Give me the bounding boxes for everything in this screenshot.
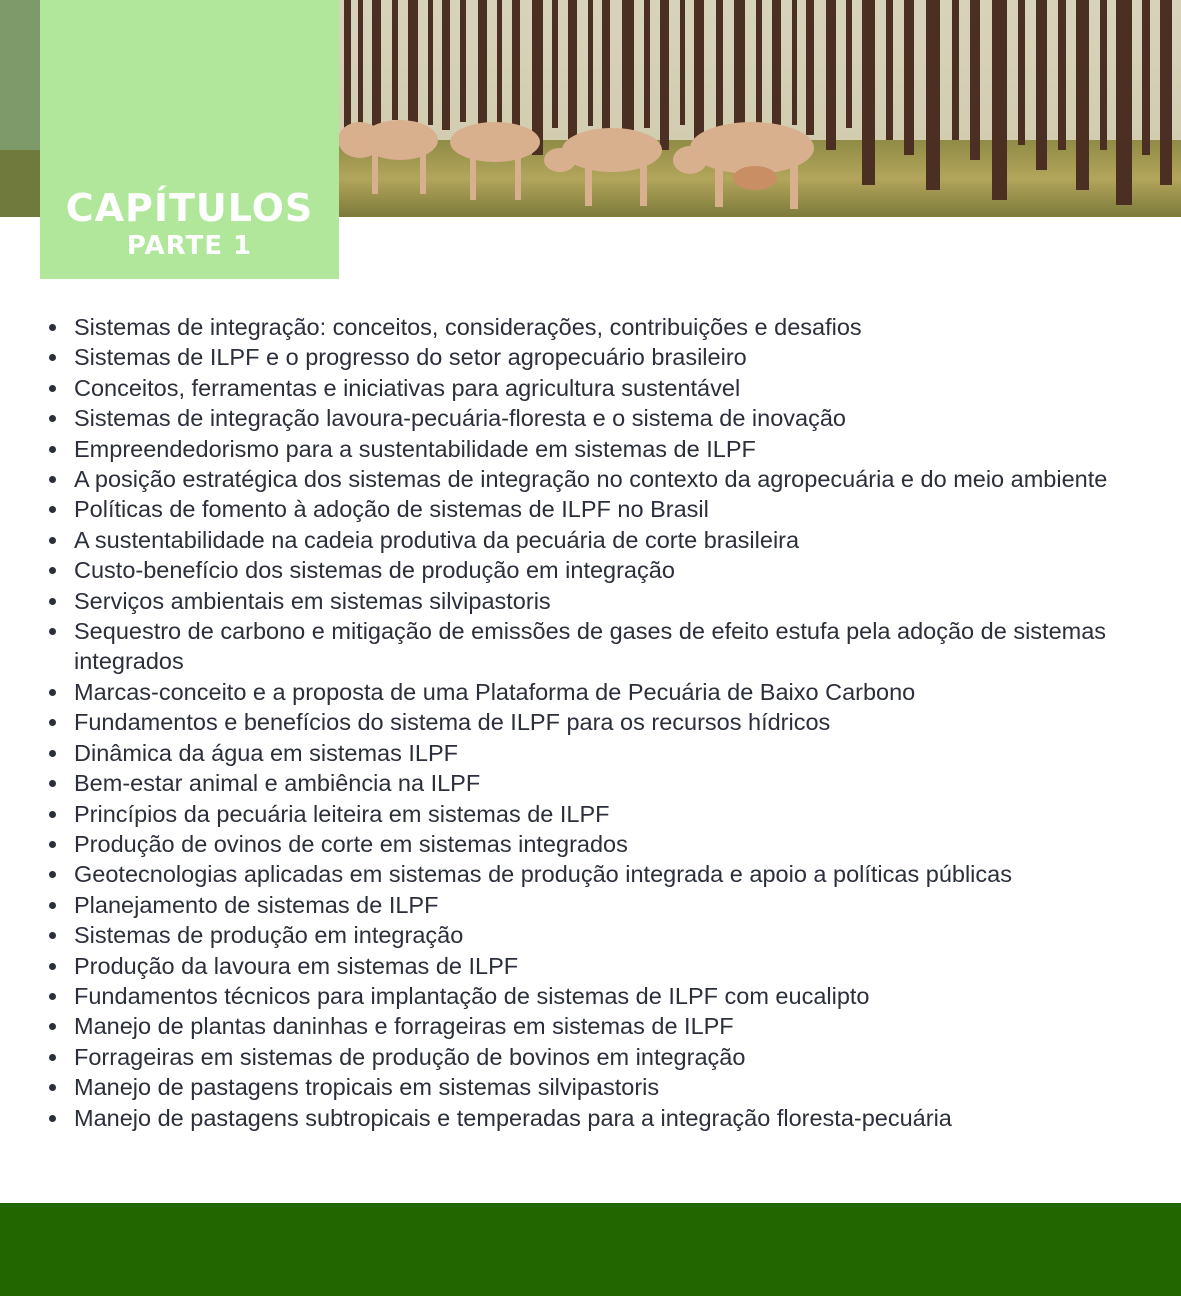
list-item: [40, 768, 1150, 798]
list-item: [40, 616, 1150, 677]
chapter-title: Forrageiras em sistemas de produção de bovinos em integração: [74, 1043, 746, 1070]
bullet-icon: [49, 811, 56, 818]
chapter-title: Sistemas de integração lavoura-pecuária-floresta e o sistema de inovação: [74, 405, 847, 432]
bullet-icon: [49, 1115, 56, 1122]
bullet-icon: [49, 476, 56, 483]
bullet-icon: [49, 841, 56, 848]
chapter-title: Manejo de pastagens tropicais em sistemas silvipastoris: [74, 1074, 660, 1101]
chapter-title: Fundamentos técnicos para implantação de sistemas de ILPF com eucalipto: [74, 982, 870, 1009]
bullet-icon: [49, 324, 56, 331]
list-item: [40, 434, 1150, 464]
chapter-title: Empreendedorismo para a sustentabilidade em sistemas de ILPF: [74, 435, 756, 462]
bullet-icon: [49, 780, 56, 787]
list-item: [40, 738, 1150, 768]
chapter-title: Produção de ovinos de corte em sistemas integrados: [74, 830, 628, 857]
list-item: [40, 1103, 1150, 1133]
bullet-icon: [49, 902, 56, 909]
chapter-title: Custo-benefício dos sistemas de produção em integração: [74, 557, 675, 584]
bullet-icon: [49, 871, 56, 878]
chapter-title: Produção da lavoura em sistemas de ILPF: [74, 952, 519, 979]
chapter-title: Princípios da pecuária leiteira em sistemas de ILPF: [74, 800, 610, 827]
list-item: [40, 373, 1150, 403]
bullet-icon: [49, 932, 56, 939]
list-item: [40, 1011, 1150, 1041]
bullet-icon: [49, 537, 56, 544]
chapter-title: Sistemas de integração: conceitos, considerações, contribuições e desafios: [74, 314, 862, 340]
list-item: [40, 677, 1150, 707]
chapter-title: Planejamento de sistemas de ILPF: [74, 891, 439, 918]
chapter-list: [40, 312, 1150, 1133]
list-item: [40, 464, 1150, 494]
bullet-icon: [49, 689, 56, 696]
bullet-icon: [49, 354, 56, 361]
chapter-title: Geotecnologias aplicadas em sistemas de produção integrada e apoio a políticas públicas: [74, 861, 1012, 888]
bullet-icon: [49, 1054, 56, 1061]
list-item: [40, 312, 1150, 342]
bullet-icon: [49, 1084, 56, 1091]
chapter-title: Políticas de fomento à adoção de sistemas de ILPF no Brasil: [74, 496, 709, 523]
chapter-title: Manejo de plantas daninhas e forrageiras em sistemas de ILPF: [74, 1013, 734, 1040]
list-item: [40, 342, 1150, 372]
list-item: [40, 799, 1150, 829]
list-item: [40, 586, 1150, 616]
bullet-icon: [49, 628, 56, 635]
footer-bar: [0, 1203, 1181, 1296]
bullet-icon: [49, 415, 56, 422]
bullet-icon: [49, 506, 56, 513]
chapter-title: Sequestro de carbono e mitigação de emissões de gases de efeito estufa pela adoção de sistemas integrados: [74, 618, 1107, 675]
list-item: [40, 403, 1150, 433]
chapter-title: Dinâmica da água em sistemas ILPF: [74, 739, 458, 766]
page-subtitle: PARTE 1: [126, 231, 253, 261]
list-item: [40, 859, 1150, 889]
chapter-title: A posição estratégica dos sistemas de integração no contexto da agropecuária e do meio ambiente: [74, 466, 1108, 493]
list-item: [40, 707, 1150, 737]
chapter-title: Marcas-conceito e a proposta de uma Plataforma de Pecuária de Baixo Carbono: [74, 678, 916, 705]
bullet-icon: [49, 567, 56, 574]
list-item: [40, 890, 1150, 920]
chapters-title-box: [40, 0, 339, 279]
chapter-title: A sustentabilidade na cadeia produtiva da pecuária de corte brasileira: [74, 526, 800, 553]
list-item: [40, 951, 1150, 981]
chapter-title: Manejo de pastagens subtropicais e temperadas para a integração floresta-pecuária: [74, 1104, 952, 1131]
page-title: CAPÍTULOS: [65, 186, 314, 230]
list-item: [40, 1072, 1150, 1102]
bullet-icon: [49, 1023, 56, 1030]
list-item: [40, 829, 1150, 859]
bullet-icon: [49, 385, 56, 392]
chapter-title: Bem-estar animal e ambiência na ILPF: [74, 770, 481, 797]
chapter-title: Sistemas de ILPF e o progresso do setor agropecuário brasileiro: [74, 344, 747, 371]
chapter-title: Serviços ambientais em sistemas silvipastoris: [74, 587, 551, 614]
list-item: [40, 555, 1150, 585]
list-item: [40, 494, 1150, 524]
list-item: [40, 525, 1150, 555]
list-item: [40, 981, 1150, 1011]
bullet-icon: [49, 993, 56, 1000]
chapter-title: Fundamentos e benefícios do sistema de ILPF para os recursos hídricos: [74, 709, 831, 736]
bullet-icon: [49, 963, 56, 970]
chapter-title: Sistemas de produção em integração: [74, 922, 464, 949]
bullet-icon: [49, 598, 56, 605]
chapter-title: Conceitos, ferramentas e iniciativas para agricultura sustentável: [74, 374, 741, 401]
bullet-icon: [49, 750, 56, 757]
list-item: [40, 1042, 1150, 1072]
bullet-icon: [49, 719, 56, 726]
list-item: [40, 920, 1150, 950]
bullet-icon: [49, 446, 56, 453]
